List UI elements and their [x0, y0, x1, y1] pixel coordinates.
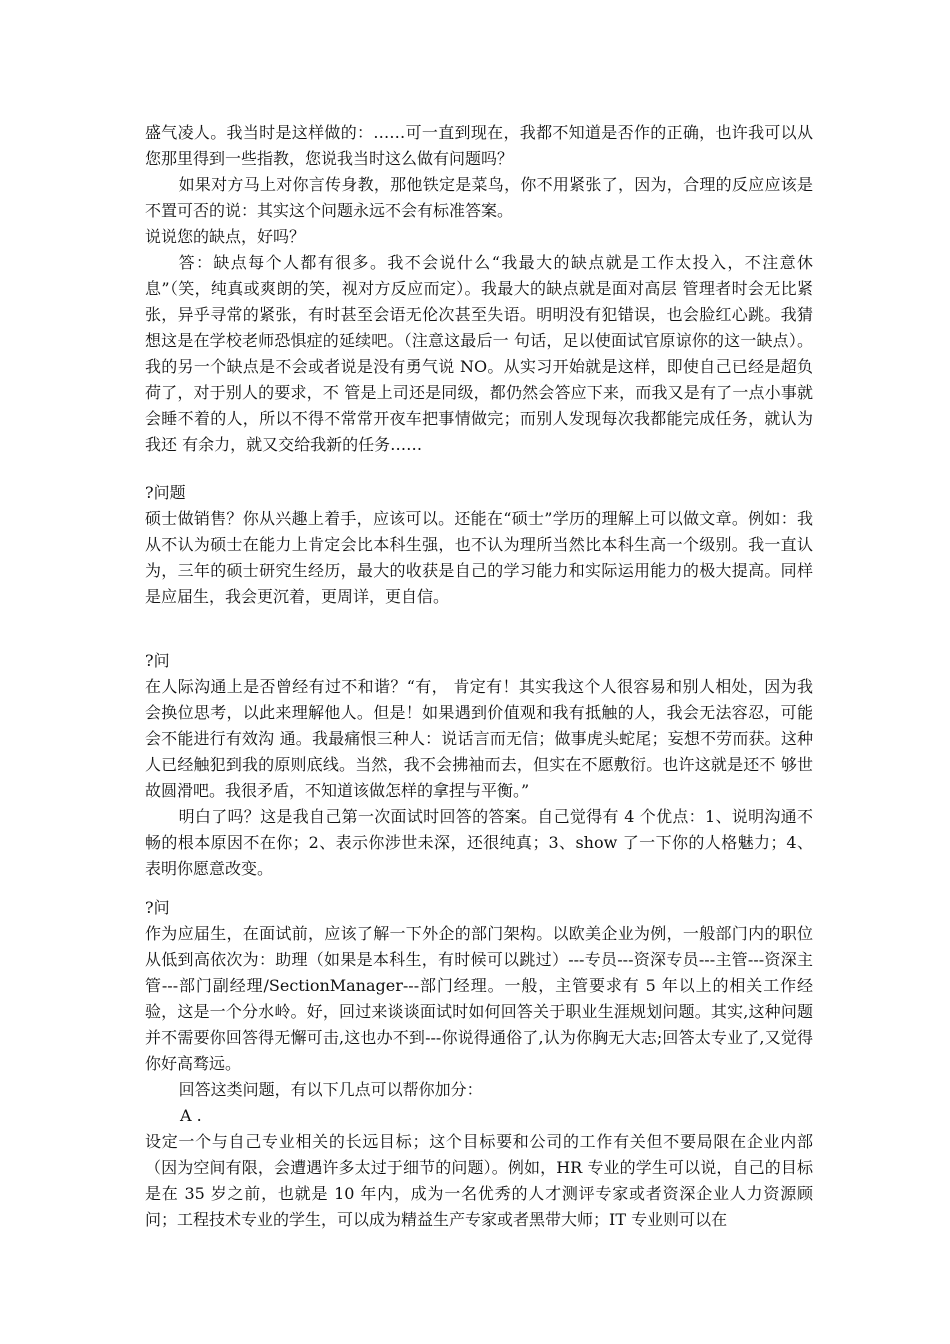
paragraph-tips-intro: 回答这类问题，有以下几点可以帮你加分： [178, 1080, 483, 1099]
paragraph-1: 盛气凌人。我当时是这样做的：……可一直到现在，我都不知道是否作的正确，也许我可以从您那里得到一些指教，您说我当时这么做有问题吗？ [145, 123, 813, 168]
question-heading-2: ?问 [145, 651, 170, 670]
question-heading-1: ?问题 [145, 483, 186, 502]
paragraph-career-goal: 设定一个与自己专业相关的长远目标；这个目标要和公司的工作有关但不要局限在企业内部（因为空间有限，会遭遇许多太过于细节的问题）。例如，HR 专业的学生可以说，自己的目标是在 35 岁之前，也就是 10 年内，成为一名优秀的人才测评专家或者资深企业人力资源顾问；工程技术专业的学生，可以成为精益生产专家或者黑带大师；IT 专业则可以在 [145, 1132, 813, 1229]
question-heading-3: ?问 [145, 898, 170, 917]
paragraph-2: 如果对方马上对你言传身教，那他铁定是菜鸟，你不用紧张了，因为，合理的反应应该是不置可否的说：其实这个问题永远不会有标准答案。 [145, 175, 813, 220]
paragraph-master-sales: 硕士做销售？你从兴趣上着手，应该可以。还能在“硕士”学历的理解上可以做文章。例如：我从不认为硕士在能力上肯定会比本科生强，也不认为理所当然比本科生高一个级别。我一直认为，三年的硕士研究生经历，最大的收获是自己的学习能力和实际运用能力的极大提高。同样是应届生，我会更沉着，更周详，更自信。 [145, 509, 813, 606]
list-marker-a: A . [180, 1106, 202, 1125]
paragraph-explanation: 明白了吗？这是我自己第一次面试时回答的答案。自己觉得有 4 个优点：1、说明沟通不畅的根本原因不在你；2、表示你涉世未深，还很纯真；3、show 了一下你的人格魅力；4、表明你愿意改变。 [145, 807, 813, 878]
question-heading-weakness: 说说您的缺点，好吗？ [145, 227, 306, 246]
paragraph-weakness-answer: 答：缺点每个人都有很多。我不会说什么“我最大的缺点就是工作太投入，不注意休息”（笑，纯真或爽朗的笑，视对方反应而定）。我最大的缺点就是面对高层 管理者时会无比紧张，异乎寻常的紧张，有时甚至会语无伦次甚至失语。明明没有犯错误，也会脸红心跳。我猜想这是在学校老师恐惧症的延续吧。（注意这最后一 句话，足以使面试官原谅你的这一缺点）。我的另一个缺点是不会或者说是没有勇气说 NO。从实习开始就是这样，即使自己已经是超负荷了，对于别人的要求，不 管是上司还是同级，都仍然会答应下来，而我又是有了一点小事就会睡不着的人，所以不得不常常开夜车把事情做完；而别人发现每次我都能完成任务，就认为我还 有余力，就又交给我新的任务…… [145, 253, 813, 454]
paragraph-communication: 在人际沟通上是否曾经有过不和谐？“有， 肯定有！其实我这个人很容易和别人相处，因为我会换位思考，以此来理解他人。但是！如果遇到价值观和我有抵触的人，我会无法容忍，可能会不能进行有效沟 通。我最痛恨三种人：说话言而无信；做事虎头蛇尾；妄想不劳而获。这种人已经触犯到我的原则底线。当然，我不会拂袖而去，但实在不愿敷衍。也许这就是还不 够世故圆滑吧。我很矛盾，不知道该做怎样的拿捏与平衡。” [145, 677, 813, 800]
paragraph-org-structure: 作为应届生，在面试前，应该了解一下外企的部门架构。以欧美企业为例，一般部门内的职位从低到高依次为：助理（如果是本科生，有时候可以跳过）---专员---资深专员---主管---资深主管---部门副经理/SectionManager---部门经理。一般，主管要求有 5 年以上的相关工作经验，这是一个分水岭。好，回过来谈谈面试时如何回答关于职业生涯规划问题。其实,这种问题并不需要你回答得无懈可击,这也办不到---你说得通俗了,认为你胸无大志;回答太专业了,又觉得你好高骛远。 [145, 924, 813, 1073]
